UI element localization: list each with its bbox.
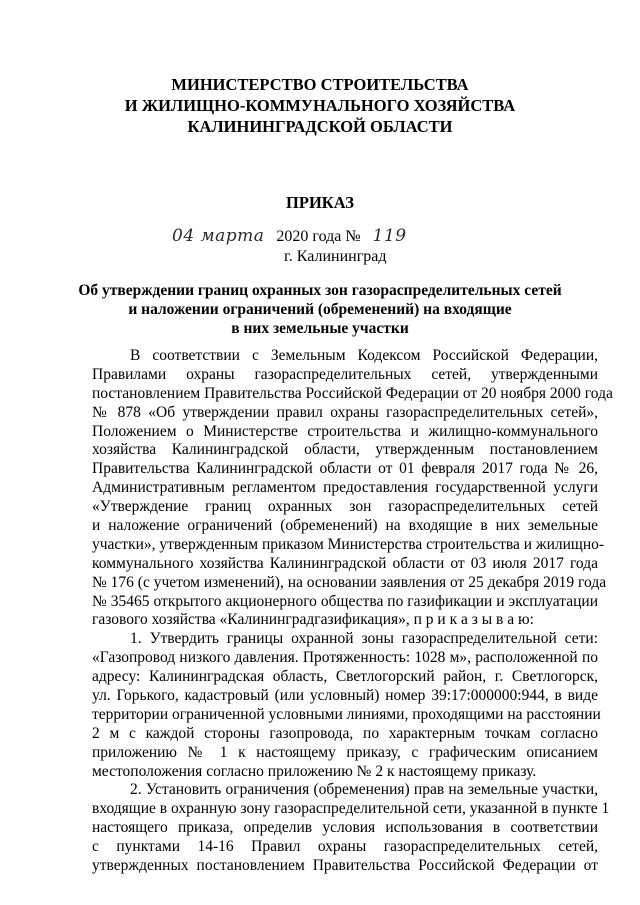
body-line: «Утверждение границ охранных зон газораспределительных сетей: [92, 498, 598, 516]
body-line: Правительства Калининградской области от 01 февраля 2017 года № 26,: [92, 460, 598, 478]
body-line: 2 м с каждой стороны газопровода, по характерным точкам согласно: [92, 724, 598, 742]
body-line: «Газопровод низкого давления. Протяженность: 1028 м», расположенной по: [92, 649, 598, 667]
handwritten-date: 04 марта: [172, 226, 265, 246]
body-line: и наложение ограничений (обременений) на входящие в них земельные: [92, 517, 598, 535]
subject-line-2: и наложении ограничений (обременений) на входящие: [128, 301, 512, 318]
body-line: газового хозяйства «Калининградгазификация», п р и к а з ы в а ю:: [92, 611, 534, 629]
subject-line-1: Об утверждении границ охранных зон газораспределительных сетей: [78, 282, 562, 299]
ministry-line-1: МИНИСТЕРСТВО СТРОИТЕЛЬСТВА: [171, 75, 469, 94]
order-date-number: [172, 226, 407, 246]
body-line: адресу: Калининградская область, Светлогорский район, г. Светлогорск,: [92, 668, 598, 686]
order-subject: [0, 281, 640, 338]
printed-date: 2020 года №: [276, 228, 361, 245]
body-line: коммунального хозяйства Калининградской области от 03 июля 2017 года: [92, 554, 598, 572]
body-line: № 878 «Об утверждении правил охраны газораспределительных сетей»,: [92, 403, 598, 421]
body-line: входящие в охранную зону газораспределительной сети, указанной в пункте 1: [92, 800, 610, 818]
body-line: 2. Установить ограничения (обременения) прав на земельные участки,: [130, 781, 598, 799]
body-line: Административным регламентом предоставления государственной услуги: [92, 479, 598, 497]
body-line: 1. Утвердить границы охранной зоны газораспределительной сети:: [130, 630, 598, 648]
body-line: Положением о Министерстве строительства и жилищно-коммунального: [92, 422, 598, 440]
ministry-header: [0, 74, 640, 137]
city: г. Калининград: [284, 248, 387, 265]
body-line: № 35465 открытого акционерного общества по газификации и эксплуатации: [92, 592, 598, 610]
body-line: утвержденных постановлением Правительства Российской Федерации от: [92, 857, 598, 875]
body-line: участки», утвержденным приказом Министерства строительства и жилищно-: [92, 535, 605, 553]
body-line: Правилами охраны газораспределительных сетей, утвержденными: [92, 365, 598, 383]
body-line: с пунктами 14-16 Правил охраны газораспределительных сетей,: [92, 838, 598, 856]
ministry-line-2: И ЖИЛИЩНО-КОММУНАЛЬНОГО ХОЗЯЙСТВА: [124, 96, 516, 115]
order-body: [92, 347, 613, 876]
body-line: В соответствии с Земельным Кодексом Российской Федерации,: [130, 347, 598, 364]
ministry-line-3: КАЛИНИНГРАДСКОЙ ОБЛАСТИ: [187, 117, 453, 136]
subject-line-3: в них земельные участки: [231, 320, 409, 337]
body-line: местоположения согласно приложению № 2 к настоящему приказу.: [92, 762, 537, 780]
body-line: хозяйства Калининградской области, утвержденным постановлением: [92, 441, 598, 459]
handwritten-number: 119: [372, 226, 407, 246]
body-line: приложению № 1 к настоящему приказу, с графическим описанием: [92, 743, 598, 761]
body-line: ул. Горького, кадастровый (или условный) номер 39:17:000000:944, в виде: [92, 687, 598, 705]
body-line: постановлением Правительства Российской Федерации от 20 ноября 2000 года: [92, 384, 613, 402]
order-title: ПРИКАЗ: [286, 193, 354, 212]
body-line: территории ограниченной условными линиями, проходящими на расстоянии: [92, 705, 601, 723]
body-line: настоящего приказа, определив условия использования в соответствии: [92, 819, 598, 837]
body-line: № 176 (с учетом изменений), на основании заявления от 25 декабря 2019 года: [92, 573, 607, 591]
